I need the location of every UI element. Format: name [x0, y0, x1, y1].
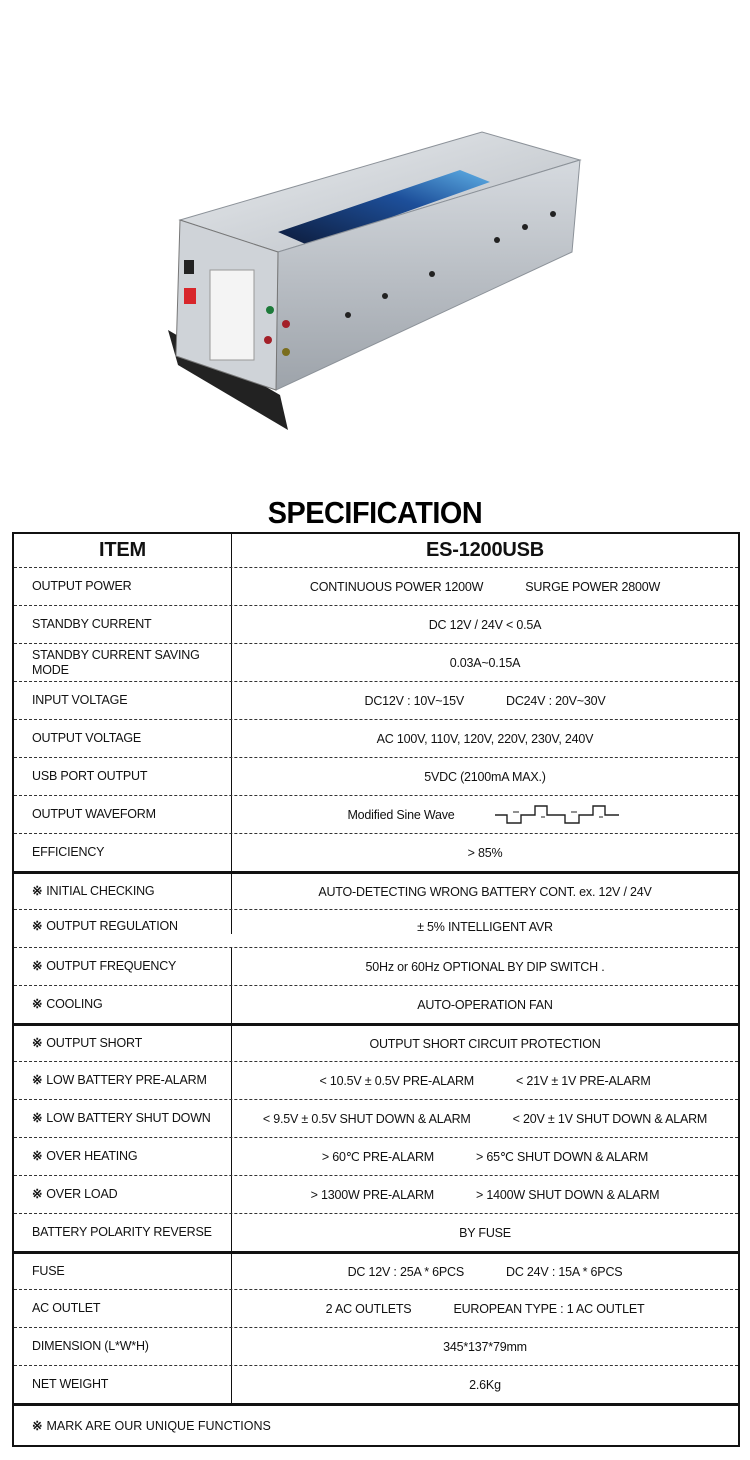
- row-item-label: FUSE: [32, 1264, 65, 1278]
- row-value: [232, 796, 738, 833]
- row-item-label: OUTPUT FREQUENCY: [46, 959, 177, 973]
- row-item-label: OUTPUT REGULATION: [46, 919, 178, 933]
- row-value-text: DC 24V : 15A * 6PCS: [506, 1264, 623, 1279]
- row-value: [232, 1214, 738, 1251]
- row-item-label: LOW BATTERY PRE-ALARM: [46, 1073, 207, 1087]
- table-row: [14, 985, 738, 1023]
- row-value-text: > 85%: [467, 845, 503, 860]
- footer-note: MARK ARE OUR UNIQUE FUNCTIONS: [46, 1418, 271, 1433]
- row-value: [232, 986, 738, 1023]
- table-row: [14, 643, 738, 681]
- row-value-text: DC24V : 20V~30V: [506, 693, 606, 708]
- row-value: [232, 1026, 738, 1061]
- row-item: [14, 1138, 232, 1175]
- row-item: [14, 1254, 232, 1289]
- row-value: [232, 1328, 738, 1365]
- power-inverter-illustration: [160, 120, 600, 440]
- modified-sine-wave-icon: [495, 803, 623, 827]
- row-item: [14, 758, 232, 795]
- table-row: [14, 1023, 738, 1061]
- table-row: [14, 719, 738, 757]
- mark-symbol-icon: ※: [32, 1036, 43, 1050]
- mark-symbol-icon: ※: [32, 884, 43, 898]
- row-value-text: > 65℃ SHUT DOWN & ALARM: [476, 1150, 649, 1164]
- table-row: [14, 1365, 738, 1403]
- row-item: [14, 644, 232, 681]
- row-item: [14, 834, 232, 871]
- row-item: [14, 682, 232, 719]
- header-model: ES-1200USB: [425, 539, 545, 561]
- row-item: [14, 1328, 232, 1365]
- table-header-row: [14, 534, 738, 567]
- row-value: [232, 568, 738, 605]
- row-item: [14, 1100, 232, 1137]
- row-value-text: 2.6Kg: [469, 1377, 501, 1392]
- mark-symbol-icon: ※: [32, 1073, 43, 1087]
- table-body: [14, 567, 738, 1403]
- row-value-text: DC 12V : 25A * 6PCS: [347, 1264, 464, 1279]
- row-item: [14, 1062, 232, 1099]
- table-row: [14, 1137, 738, 1175]
- row-item: [14, 948, 232, 985]
- row-value-text: 50Hz or 60Hz OPTIONAL BY DIP SWITCH .: [365, 959, 605, 974]
- row-value: [232, 1100, 738, 1137]
- table-row: [14, 1213, 738, 1251]
- row-item-label: AC OUTLET: [32, 1301, 101, 1315]
- row-value: [232, 1176, 738, 1213]
- table-row: [14, 1251, 738, 1289]
- table-row: [14, 605, 738, 643]
- row-item-label: OVER HEATING: [46, 1149, 138, 1163]
- mark-symbol-icon: ※: [32, 919, 43, 933]
- row-value: [232, 910, 738, 934]
- row-value: [232, 948, 738, 985]
- row-value: [232, 1062, 738, 1099]
- row-item: [14, 568, 232, 605]
- row-item: [14, 986, 232, 1023]
- row-item: [14, 1290, 232, 1327]
- row-value-text: BY FUSE: [459, 1225, 511, 1240]
- row-item: [14, 1176, 232, 1213]
- row-value-text: DC 12V / 24V < 0.5A: [428, 617, 542, 632]
- product-image: [160, 120, 600, 440]
- table-row: [14, 1289, 738, 1327]
- mark-symbol-icon: ※: [32, 997, 43, 1011]
- row-item: [14, 1026, 232, 1061]
- row-item: [14, 1366, 232, 1403]
- row-item-label: OUTPUT VOLTAGE: [32, 731, 142, 745]
- row-item-label: USB PORT OUTPUT: [32, 769, 148, 783]
- row-item-label: STANDBY CURRENT SAVING MODE: [32, 647, 200, 677]
- row-value: [232, 1366, 738, 1403]
- row-value-text: ± 5% INTELLIGENT AVR: [417, 920, 553, 934]
- row-item: [14, 796, 232, 833]
- row-value-text: < 10.5V ± 0.5V PRE-ALARM: [319, 1073, 475, 1088]
- row-value-text: < 20V ± 1V SHUT DOWN & ALARM: [512, 1111, 708, 1126]
- row-value-text: > 60℃ PRE-ALARM: [321, 1150, 434, 1164]
- mark-symbol-icon: ※: [32, 959, 43, 973]
- row-item-label: DIMENSION (L*W*H): [32, 1339, 149, 1353]
- row-item-label: BATTERY POLARITY REVERSE: [32, 1225, 212, 1239]
- row-value-text: > 1300W PRE-ALARM: [310, 1187, 434, 1202]
- row-value-text: SURGE POWER 2800W: [525, 579, 661, 594]
- table-row: [14, 1099, 738, 1137]
- row-item-label: NET WEIGHT: [32, 1377, 109, 1391]
- table-row: [14, 1175, 738, 1213]
- row-value-text: DC12V : 10V~15V: [364, 693, 464, 708]
- row-value: [232, 758, 738, 795]
- spec-table: [12, 532, 740, 1447]
- row-value: [232, 1254, 738, 1289]
- row-item-label: EFFICIENCY: [32, 845, 105, 859]
- table-row: [14, 1327, 738, 1365]
- row-value: [232, 874, 738, 909]
- row-value-text: 5VDC (2100mA MAX.): [424, 769, 546, 784]
- row-item-label: OUTPUT POWER: [32, 579, 132, 593]
- row-value-text: 0.03A~0.15A: [449, 655, 521, 670]
- row-value-text: < 21V ± 1V PRE-ALARM: [516, 1073, 651, 1088]
- row-value-text: 345*137*79mm: [443, 1339, 527, 1354]
- table-row: [14, 909, 738, 947]
- table-row: [14, 567, 738, 605]
- row-item-label: INPUT VOLTAGE: [32, 693, 128, 707]
- row-item-label: OUTPUT SHORT: [46, 1036, 143, 1050]
- page-title: SPECIFICATION: [267, 495, 483, 530]
- row-item: [14, 606, 232, 643]
- table-row: [14, 757, 738, 795]
- row-value: [232, 720, 738, 757]
- table-row: [14, 795, 738, 833]
- table-row: [14, 833, 738, 871]
- mark-symbol-icon: ※: [32, 1111, 43, 1125]
- row-item-label: STANDBY CURRENT: [32, 617, 152, 631]
- row-value-text: < 9.5V ± 0.5V SHUT DOWN & ALARM: [262, 1111, 471, 1126]
- table-row: [14, 947, 738, 985]
- row-value: [232, 644, 738, 681]
- row-value: [232, 1138, 738, 1175]
- row-value: [232, 1290, 738, 1327]
- row-item-label: COOLING: [46, 997, 103, 1011]
- row-item-label: LOW BATTERY SHUT DOWN: [46, 1111, 211, 1125]
- row-value-text: > 1400W SHUT DOWN & ALARM: [476, 1187, 660, 1202]
- row-value: [232, 834, 738, 871]
- mark-symbol-icon: ※: [32, 1419, 43, 1433]
- row-item: [14, 874, 232, 909]
- mark-symbol-icon: ※: [32, 1149, 43, 1163]
- row-value-text: CONTINUOUS POWER 1200W: [309, 579, 484, 594]
- header-item: ITEM: [14, 534, 232, 567]
- row-item: [14, 1214, 232, 1251]
- row-value: [232, 606, 738, 643]
- row-value-text: EUROPEAN TYPE : 1 AC OUTLET: [453, 1301, 645, 1316]
- row-value-text: OUTPUT SHORT CIRCUIT PROTECTION: [369, 1036, 601, 1051]
- mark-symbol-icon: ※: [32, 1187, 43, 1201]
- table-row: [14, 871, 738, 909]
- table-row: [14, 681, 738, 719]
- row-value-text: AC 100V, 110V, 120V, 220V, 230V, 240V: [376, 731, 594, 746]
- row-value-text: AUTO-DETECTING WRONG BATTERY CONT. ex. 12V / 24V: [318, 884, 652, 899]
- row-item: [14, 720, 232, 757]
- row-item-label: OVER LOAD: [46, 1187, 118, 1201]
- row-value-text: 2 AC OUTLETS: [325, 1301, 412, 1316]
- row-item: [14, 910, 232, 934]
- row-value: [232, 682, 738, 719]
- table-footer: [14, 1403, 738, 1445]
- row-value-text: AUTO-OPERATION FAN: [417, 997, 553, 1012]
- row-value-text: Modified Sine Wave: [347, 807, 455, 822]
- row-item-label: INITIAL CHECKING: [46, 884, 155, 898]
- row-item-label: OUTPUT WAVEFORM: [32, 807, 156, 821]
- table-row: [14, 1061, 738, 1099]
